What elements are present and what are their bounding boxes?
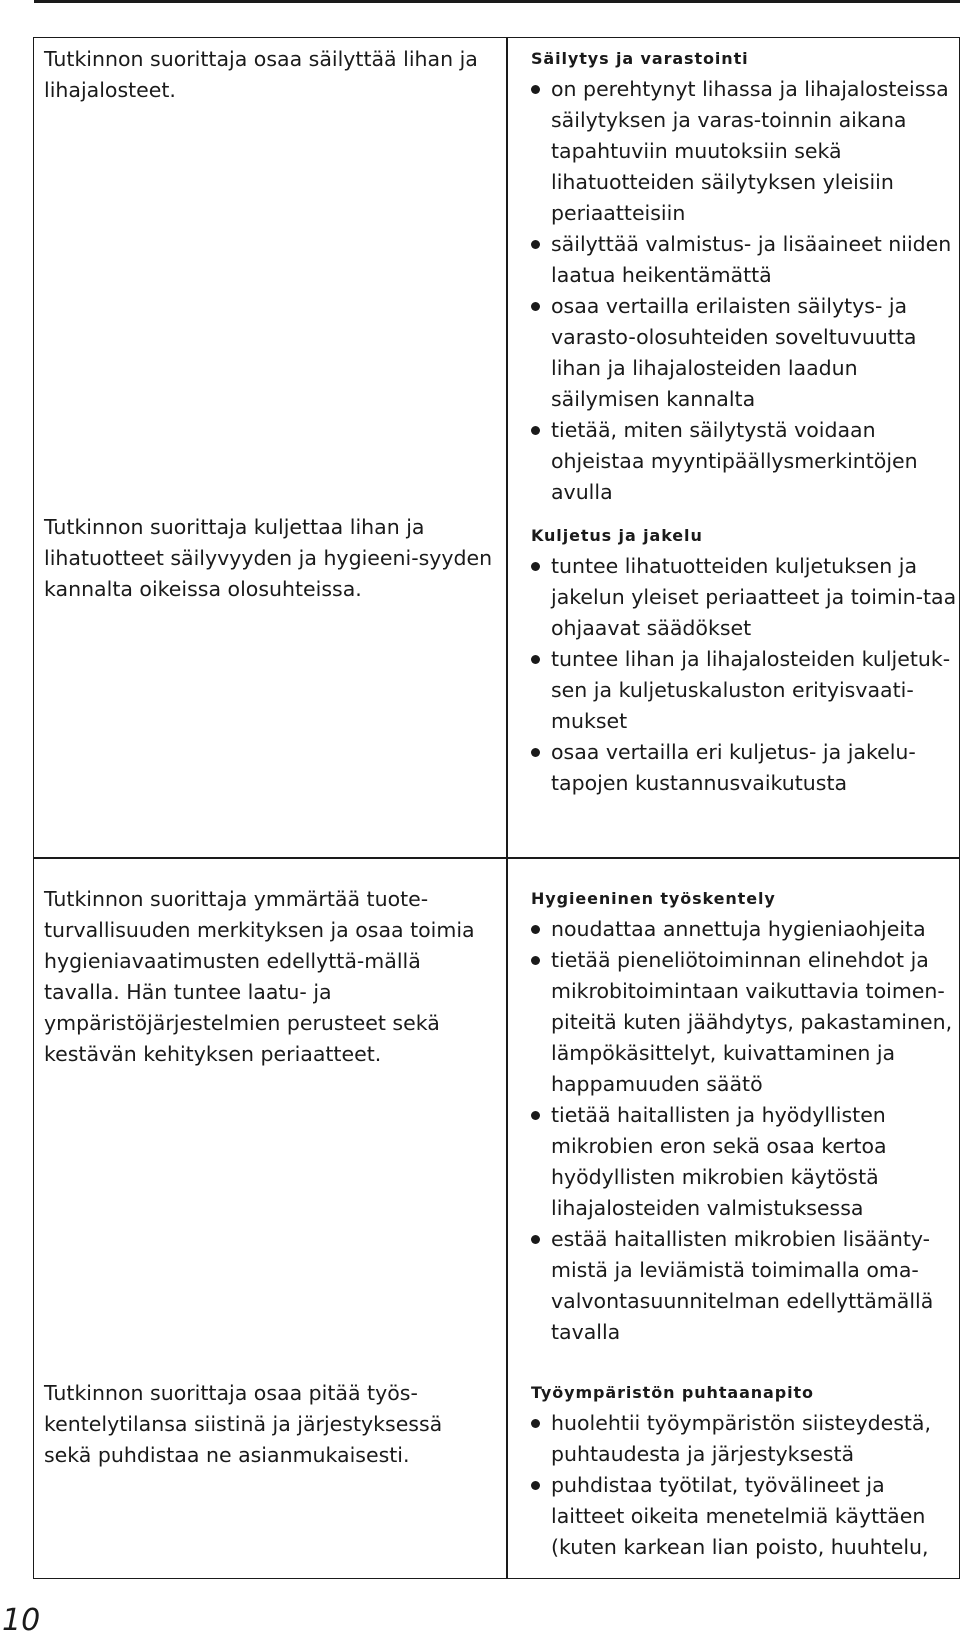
list-item: säilyttää valmistus- ja lisäaineet niiden laatua heikentämättä	[531, 229, 960, 291]
section-title-cleaning: Työympäristön puhtaanapito	[531, 1383, 814, 1402]
list-item: tuntee lihatuotteiden kuljetuksen ja jakelun yleiset periaatteet ja toimin-taa ohjaavat säädökset	[531, 551, 960, 644]
competence-cleaning: Tutkinnon suorittaja osaa pitää työs-kentelytilansa siistinä ja järjestyksessä sekä puhdistaa ne asianmukaisesti.	[44, 1381, 443, 1467]
bullet-icon	[531, 655, 540, 664]
list-item: on perehtynyt lihassa ja lihajalosteissa säilytyksen ja varas-toinnin aikana tapahtuviin muutoksiin sekä lihatuotteiden säilytyksen yleisiin periaatteisiin	[531, 74, 960, 229]
bullet-icon	[531, 1111, 540, 1120]
bullet-icon	[531, 1481, 540, 1490]
list-item: tietää haitallisten ja hyödyllisten mikrobien eron sekä osaa kertoa hyödyllisten mikrobien käytöstä lihajalosteiden valmistuksessa	[531, 1100, 960, 1224]
list-item: tietää, miten säilytystä voidaan ohjeistaa myyntipäällysmerkintöjen avulla	[531, 415, 960, 508]
bullet-icon	[531, 240, 540, 249]
list-item: tuntee lihan ja lihajalosteiden kuljetuk-sen ja kuljetuskaluston erityisvaati-mukset	[531, 644, 960, 737]
competence-storage: Tutkinnon suorittaja osaa säilyttää lihan ja lihajalosteet.	[44, 47, 478, 102]
bullet-icon	[531, 85, 540, 94]
competence-table	[33, 37, 960, 1579]
criteria-list-storage	[531, 74, 960, 508]
criteria-cleaning	[531, 1378, 960, 1563]
bullet-icon	[531, 925, 540, 934]
page-number: 10	[2, 1603, 41, 1638]
row-divider	[34, 857, 959, 859]
criteria-transport	[531, 521, 960, 799]
list-item: tietää pieneliötoiminnan elinehdot ja mikrobitoimintaan vaikuttavia toimen-piteitä kuten jäähdytys, pakastaminen, lämpökäsittelyt, kuivattaminen ja happamuuden säätö	[531, 945, 960, 1100]
list-item: huolehtii työympäristön siisteydestä, puhtaudesta ja järjestyksestä	[531, 1408, 960, 1470]
top-rule	[34, 0, 960, 3]
criteria-list-cleaning	[531, 1408, 960, 1563]
section-title-transport: Kuljetus ja jakelu	[531, 526, 703, 545]
criteria-storage	[531, 44, 960, 508]
bullet-icon	[531, 562, 540, 571]
bullet-icon	[531, 426, 540, 435]
criteria-hygiene	[531, 884, 960, 1348]
list-item: osaa vertailla eri kuljetus- ja jakelu-tapojen kustannusvaikutusta	[531, 737, 960, 799]
bullet-icon	[531, 748, 540, 757]
list-item: puhdistaa työtilat, työvälineet ja laitteet oikeita menetelmiä käyttäen (kuten karkean lian poisto, huuhtelu,	[531, 1470, 960, 1563]
column-divider	[506, 38, 508, 1578]
bullet-icon	[531, 956, 540, 965]
bullet-icon	[531, 302, 540, 311]
criteria-list-hygiene	[531, 914, 960, 1348]
section-title-storage: Säilytys ja varastointi	[531, 49, 749, 68]
bullet-icon	[531, 1419, 540, 1428]
list-item: noudattaa annettuja hygieniaohjeita	[531, 914, 960, 945]
bullet-icon	[531, 1235, 540, 1244]
competence-hygiene: Tutkinnon suorittaja ymmärtää tuote-turvallisuuden merkityksen ja osaa toimia hygieniavaatimusten edellyttä-mällä tavalla. Hän tuntee laatu- ja ympäristöjärjestelmien perusteet sekä kestävän kehityksen periaatteet.	[44, 887, 475, 1066]
competence-transport: Tutkinnon suorittaja kuljettaa lihan ja lihatuotteet säilyvyyden ja hygieeni-syyden kannalta oikeissa olosuhteissa.	[44, 515, 493, 601]
list-item: estää haitallisten mikrobien lisäänty-mistä ja leviämistä toimimalla oma-valvontasuunnitelman edellyttämällä tavalla	[531, 1224, 960, 1348]
section-title-hygiene: Hygieeninen työskentely	[531, 889, 776, 908]
list-item: osaa vertailla erilaisten säilytys- ja varasto-olosuhteiden soveltuvuutta lihan ja lihajalosteiden laadun säilymisen kannalta	[531, 291, 960, 415]
criteria-list-transport	[531, 551, 960, 799]
